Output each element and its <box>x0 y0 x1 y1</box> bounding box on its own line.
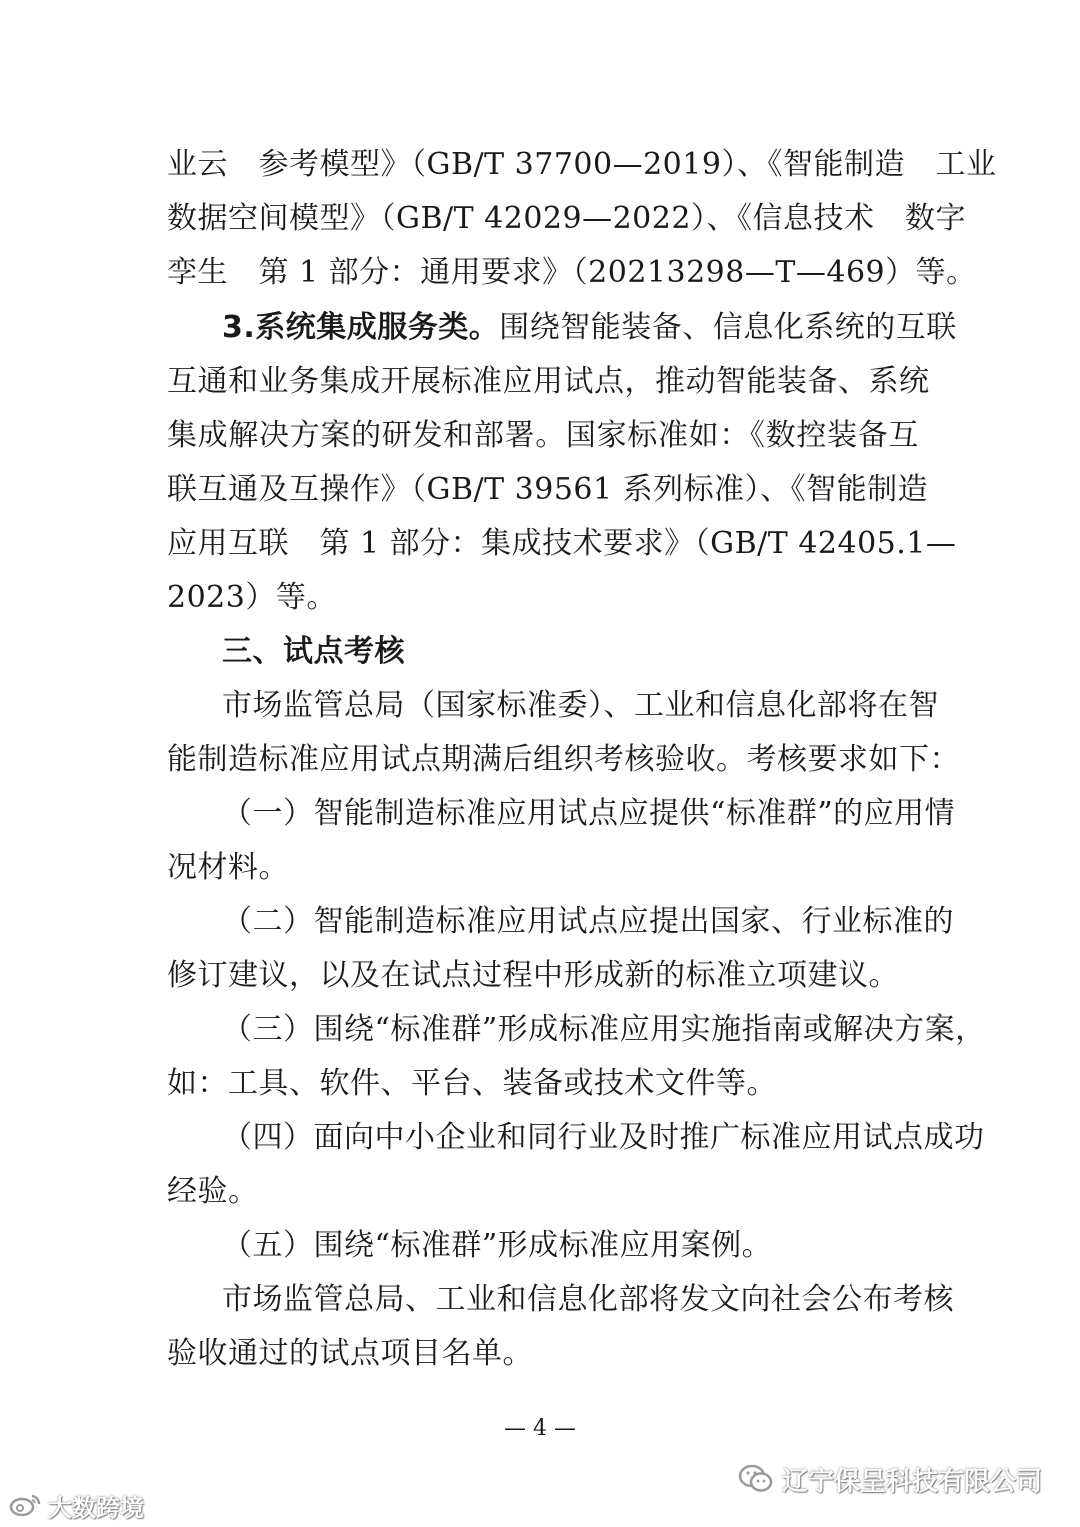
wechat-account-name: 辽宁保呈科技有限公司 <box>781 1466 1042 1497</box>
text-line-11: 市场监管总局（国家标准委）、工业和信息化部将在智 <box>222 688 939 723</box>
item-4-line-2: 经验。 <box>167 1174 259 1209</box>
item-4-line-1: （四）面向中小企业和同行业及时推广标准应用试点成功 <box>222 1120 985 1155</box>
item-5-line-1: （五）围绕“标准群”形成标准应用案例。 <box>222 1228 773 1263</box>
page-number: — 4 — <box>504 1416 576 1441</box>
weibo-account-name: 大数跨境 <box>48 1493 144 1522</box>
text-line-5: 互通和业务集成开展标准应用试点，推动智能装备、系统 <box>167 364 930 399</box>
text-line-1: 业云 参考模型》（GB/T 37700—2019）、《智能制造 工业 <box>167 147 997 182</box>
text-line-3: 孪生 第 1 部分：通用要求》（20213298—T—469）等。 <box>167 255 977 290</box>
text-line-12: 能制造标准应用试点期满后组织考核验收。考核要求如下： <box>167 742 960 777</box>
wechat-watermark <box>738 1459 1042 1499</box>
item-2-line-1: （二）智能制造标准应用试点应提出国家、行业标准的 <box>222 904 954 939</box>
wechat-icon <box>738 1463 774 1495</box>
paragraph-3-first-line <box>222 308 957 348</box>
text-line-8: 应用互联 第 1 部分：集成技术要求》（GB/T 42405.1— <box>167 526 957 561</box>
closing-line-2: 验收通过的试点项目名单。 <box>167 1336 533 1371</box>
item-2-line-2: 修订建议，以及在试点过程中形成新的标准立项建议。 <box>167 958 899 993</box>
text-line-9: 2023）等。 <box>167 580 337 615</box>
text-line-7: 联互通及互操作》（GB/T 39561 系列标准）、《智能制造 <box>167 472 929 507</box>
section-3-text: 围绕智能装备、信息化系统的互联 <box>499 310 957 345</box>
section-heading: 三、试点考核 <box>222 634 405 669</box>
text-line-6: 集成解决方案的研发和部署。国家标准如：《数控装备互 <box>167 418 919 453</box>
item-3-line-2: 如：工具、软件、平台、装备或技术文件等。 <box>167 1066 777 1101</box>
section-3-title: 3.系统集成服务类。 <box>222 310 500 345</box>
item-3-line-1: （三）围绕“标准群”形成标准应用实施指南或解决方案， <box>222 1012 986 1047</box>
text-line-2: 数据空间模型》（GB/T 42029—2022）、《信息技术 数字 <box>167 201 966 236</box>
closing-line-1: 市场监管总局、工业和信息化部将发文向社会公布考核 <box>222 1282 954 1317</box>
weibo-watermark <box>8 1489 144 1521</box>
item-1-line-2: 况材料。 <box>167 850 289 885</box>
weibo-icon <box>8 1492 42 1518</box>
item-1-line-1: （一）智能制造标准应用试点应提供“标准群”的应用情 <box>222 796 956 831</box>
